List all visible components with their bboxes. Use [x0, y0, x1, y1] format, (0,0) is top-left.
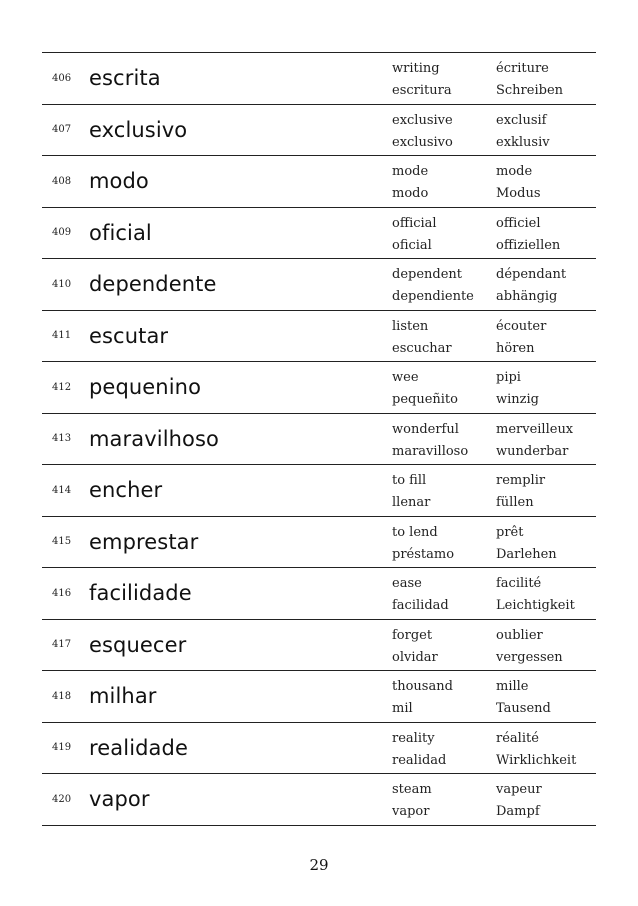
entry-number: 408 — [52, 175, 72, 187]
translation-spanish: olvidar — [392, 649, 438, 665]
translation-column-en-es — [392, 316, 452, 360]
translation-column-fr-de — [496, 367, 539, 411]
translation-english: dependent — [392, 267, 463, 282]
translation-column-fr-de — [496, 625, 563, 669]
entry-row — [42, 53, 596, 105]
translation-english: official — [392, 215, 437, 231]
entry-word: maravilhoso — [89, 426, 219, 451]
translation-french: mille — [496, 679, 529, 694]
translation-column-fr-de — [496, 779, 542, 823]
translation-column-en-es — [392, 522, 454, 566]
translation-french: mode — [496, 164, 533, 179]
translation-column-en-es — [392, 367, 458, 411]
entry-number: 415 — [52, 536, 72, 548]
translation-spanish: vapor — [392, 804, 430, 819]
translation-french: officiel — [496, 215, 541, 231]
translation-english: to lend — [392, 524, 438, 540]
translation-column-fr-de — [496, 676, 551, 720]
translation-english: listen — [392, 318, 429, 334]
translation-german: füllen — [496, 495, 534, 510]
translation-column-fr-de — [496, 110, 550, 154]
entry-number: 414 — [52, 484, 72, 496]
translation-column-fr-de — [496, 470, 545, 514]
translation-german: vergessen — [496, 649, 563, 665]
entry-row — [42, 465, 596, 517]
translation-english: thousand — [392, 679, 453, 694]
translation-german: winzig — [496, 392, 539, 407]
translation-column-en-es — [392, 625, 438, 669]
translation-spanish: mil — [392, 701, 413, 716]
entry-word: pequenino — [89, 375, 202, 400]
entry-number: 407 — [52, 124, 72, 136]
translation-column-fr-de — [496, 573, 575, 617]
translation-column-en-es — [392, 419, 468, 463]
translation-french: écouter — [496, 318, 547, 334]
translation-german: hören — [496, 340, 535, 356]
entry-word: esquecer — [89, 632, 187, 657]
translation-german: abhängig — [496, 289, 558, 304]
translation-german: Modus — [496, 186, 541, 201]
translation-german: Dampf — [496, 804, 540, 819]
entry-word: vapor — [89, 787, 150, 812]
translation-column-fr-de — [496, 58, 563, 102]
translation-column-fr-de — [496, 264, 566, 308]
translation-french: prêt — [496, 524, 524, 540]
translation-spanish: maravilloso — [392, 443, 469, 459]
entry-word: realidade — [89, 735, 188, 760]
page-number: 29 — [309, 856, 329, 874]
translation-french: exclusif — [496, 112, 547, 128]
translation-column-en-es — [392, 161, 428, 205]
entry-row — [42, 723, 596, 775]
translation-column-fr-de — [496, 419, 573, 463]
translation-german: Darlehen — [496, 546, 557, 562]
entry-number: 413 — [52, 433, 72, 445]
translation-french: remplir — [496, 473, 546, 488]
entry-number: 410 — [52, 278, 72, 290]
translation-english: to fill — [392, 473, 427, 488]
translation-english: writing — [392, 61, 440, 76]
translation-column-en-es — [392, 58, 452, 102]
entry-row — [42, 671, 596, 723]
translation-german: Wirklichkeit — [496, 752, 577, 768]
translation-column-en-es — [392, 676, 453, 720]
entry-word: milhar — [89, 684, 157, 709]
translation-spanish: escuchar — [392, 340, 452, 356]
entry-row — [42, 208, 596, 260]
translation-column-en-es — [392, 573, 449, 617]
entry-number: 417 — [52, 639, 72, 651]
translation-column-en-es — [392, 264, 474, 308]
entry-word: escrita — [89, 66, 161, 91]
entry-number: 411 — [52, 330, 72, 342]
entry-number: 412 — [52, 381, 72, 393]
translation-column-fr-de — [496, 728, 576, 772]
translation-column-fr-de — [496, 161, 541, 205]
entry-row — [42, 156, 596, 208]
entry-number: 416 — [52, 587, 72, 599]
entry-word: modo — [89, 169, 149, 194]
translation-column-en-es — [392, 728, 446, 772]
entry-row — [42, 568, 596, 620]
translation-english: wee — [392, 370, 419, 385]
entry-row — [42, 311, 596, 363]
translation-english: steam — [392, 782, 432, 797]
entry-number: 418 — [52, 690, 72, 702]
translation-german: wunderbar — [496, 443, 569, 459]
translation-column-en-es — [392, 213, 437, 257]
translation-french: oublier — [496, 627, 543, 643]
vocabulary-table — [42, 52, 596, 826]
translation-german: Leichtigkeit — [496, 598, 575, 613]
translation-column-en-es — [392, 779, 432, 823]
translation-french: écriture — [496, 61, 549, 76]
translation-spanish: escritura — [392, 83, 452, 98]
entry-word: emprestar — [89, 529, 199, 554]
entry-row — [42, 414, 596, 466]
translation-english: reality — [392, 730, 435, 746]
translation-german: exklusiv — [496, 134, 550, 150]
entry-word: dependente — [89, 272, 217, 297]
translation-english: exclusive — [392, 112, 453, 128]
entry-row — [42, 774, 596, 826]
translation-column-en-es — [392, 110, 453, 154]
translation-spanish: modo — [392, 186, 429, 201]
translation-column-fr-de — [496, 213, 560, 257]
entry-word: facilidade — [89, 581, 192, 606]
entry-word: oficial — [89, 220, 152, 245]
translation-spanish: llenar — [392, 495, 431, 510]
translation-german: Schreiben — [496, 83, 564, 98]
translation-german: Tausend — [496, 701, 551, 716]
translation-german: offiziellen — [496, 237, 561, 253]
entry-row — [42, 517, 596, 569]
translation-french: dépendant — [496, 267, 567, 282]
entry-word: escutar — [89, 323, 169, 348]
translation-english: ease — [392, 576, 422, 591]
translation-spanish: exclusivo — [392, 134, 453, 150]
entry-row — [42, 259, 596, 311]
translation-french: réalité — [496, 730, 539, 746]
translation-spanish: oficial — [392, 237, 432, 253]
entry-number: 419 — [52, 742, 72, 754]
entry-row — [42, 362, 596, 414]
entry-row — [42, 620, 596, 672]
entry-row — [42, 105, 596, 157]
translation-column-fr-de — [496, 522, 557, 566]
translation-french: vapeur — [496, 782, 542, 797]
translation-english: forget — [392, 627, 433, 643]
translation-spanish: préstamo — [392, 546, 455, 562]
translation-spanish: dependiente — [392, 289, 474, 304]
translation-column-fr-de — [496, 316, 546, 360]
translation-spanish: facilidad — [392, 598, 449, 613]
translation-column-en-es — [392, 470, 430, 514]
entry-number: 406 — [52, 72, 72, 84]
entry-word: encher — [89, 478, 163, 503]
translation-spanish: realidad — [392, 752, 447, 768]
translation-spanish: pequeñito — [392, 392, 458, 407]
translation-french: pipi — [496, 370, 521, 385]
translation-french: facilité — [496, 576, 542, 591]
translation-french: merveilleux — [496, 421, 574, 437]
entry-number: 420 — [52, 793, 72, 805]
entry-word: exclusivo — [89, 117, 188, 142]
translation-english: mode — [392, 164, 429, 179]
translation-english: wonderful — [392, 421, 459, 437]
entry-number: 409 — [52, 227, 72, 239]
